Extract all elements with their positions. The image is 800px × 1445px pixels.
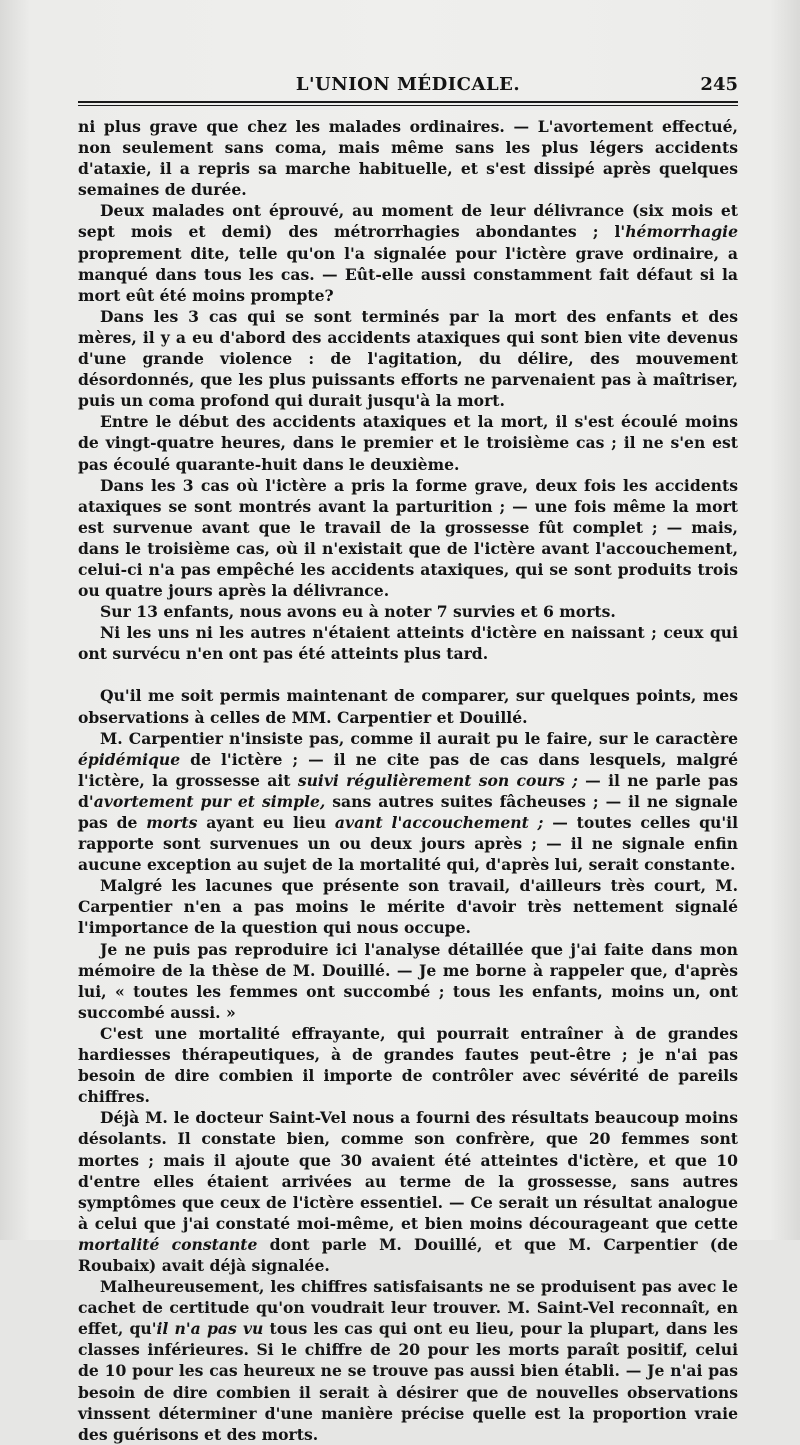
paragraph [78, 1276, 738, 1445]
paragraph-text: M. Carpentier n'insiste pas, comme il aurait pu le faire, sur le caractère [100, 728, 738, 748]
page-header [78, 74, 738, 100]
paragraph [78, 306, 738, 411]
paragraph [78, 200, 738, 305]
paragraph-text: Je ne puis pas reproduire ici l'analyse détaillée que j'ai faite dans mon mémoire de la thèse de M. Douillé. — Je me borne à rappeler que, d'après lui, « toutes les femmes ont succombé ; tous les enfants, moins un, ont succombé aussi. » [78, 939, 738, 1022]
paragraph-text: Deux malades ont éprouvé, au moment de leur délivrance (six mois et sept mois et demi) des métrorrhagies abondantes ; l' [78, 201, 738, 242]
italic-text: hémorrhagie [625, 222, 738, 242]
article-body [78, 116, 738, 1445]
paragraph-text: Dans les 3 cas où l'ictère a pris la forme grave, deux fois les accidents ataxiques se sont montrés avant la parturition ; — une fois même la mort est survenue avant que le travail de la grossesse fût complet ; — mais, dans le troisième cas, où il n'existait que de l'ictère avant l'accouchement, celui-ci n'a pas empêché les accidents ataxiques, qui se sont produits trois ou quatre jours après la délivrance. [78, 475, 738, 601]
paragraph-text: — toutes celles qu'il rapporte sont survenues un ou deux jours après ; — il ne signale enfin aucune exception au sujet de la mortalité qui, d'après lui, serait constante. [78, 813, 738, 875]
paragraph [78, 1107, 738, 1276]
paragraph [78, 475, 738, 602]
running-title: L'UNION MÉDICALE. [295, 74, 521, 95]
paragraph-text: Malgré les lacunes que présente son travail, d'ailleurs très court, M. Carpentier n'en a pas moins le mérite d'avoir très nettement signalé l'importance de la question qui nous occupe. [78, 876, 738, 938]
paragraph [78, 411, 738, 474]
header-rule [78, 101, 738, 103]
paragraph [78, 939, 738, 1023]
paragraph-text: dont parle M. Douillé, et que M. Carpentier (de Roubaix) avait déjà signalée. [78, 1234, 739, 1275]
paragraph-text: C'est une mortalité effrayante, qui pourrait entraîner à de grandes hardiesses thérapeutiques, à de grandes fautes peut-être ; je n'ai pas besoin de dire combien il importe de contrôler avec sévérité de pareils chiffres. [78, 1023, 738, 1107]
paragraph-text: Qu'il me soit permis maintenant de comparer, sur quelques points, mes observations à celles de MM. Carpentier et Douillé. [78, 686, 738, 727]
paragraph [78, 685, 738, 727]
paragraph-text: de l'ictère ; — il ne cite pas de cas dans lesquels, malgré l'ictère, la grossesse ait [78, 749, 738, 790]
paragraph-text: proprement dite, telle qu'on l'a signalée pour l'ictère grave ordinaire, a manqué dans tous les cas. — Eût-elle aussi constamment fait défaut si la mort eût été moins prompte? [78, 243, 738, 305]
italic-text: avant l'accouchement ; [334, 813, 544, 832]
header-rule-thin [78, 105, 738, 106]
paragraph [78, 1023, 738, 1107]
paragraph-text: ayant eu lieu [197, 813, 335, 832]
paragraph-text: ni plus grave que chez les malades ordinaires. — L'avortement effectué, non seulement sans coma, mais même sans les plus légers accidents d'ataxie, il a repris sa marche habituelle, et s'est dissipé après quelques semaines de durée. [78, 117, 738, 200]
paragraph-text: Déjà M. le docteur Saint-Vel nous a fourni des résultats beaucoup moins désolants. Il constate bien, comme son confrère, que 20 femmes sont mortes ; mais il ajoute que 30 avaient été atteintes d'ictère, et que 10 d'entre elles étaient arrivées au terme de la grossesse, sans autres symptômes que ceux de l'ictère essentiel. — Ce serait un résultat analogue à celui que j'ai constaté moi-même, et bien moins décourageant que cette [78, 1108, 738, 1233]
paragraph [78, 728, 738, 876]
paragraph [78, 116, 738, 200]
italic-text: morts [146, 813, 198, 832]
paragraph-text: Sur 13 enfants, nous avons eu à noter 7 survies et 6 morts. [100, 602, 616, 622]
paragraph [78, 622, 738, 664]
paragraph-text: Malheureusement, les chiffres satisfaisants ne se produisent pas avec le cachet de certitude qu'on voudrait leur trouver. M. Saint-Vel reconnaît, en effet, qu' [78, 1277, 738, 1339]
italic-text: il n'a pas vu [156, 1319, 264, 1339]
paragraph-text: sans autres suites fâcheuses ; — il ne signale pas de [78, 791, 738, 832]
italic-text: suivi régulièrement son cours ; [297, 770, 578, 790]
paragraph [78, 601, 738, 622]
page-number: 245 [700, 74, 738, 95]
italic-text: avortement pur et simple, [93, 791, 326, 811]
paragraph-text: Ni les uns ni les autres n'étaient atteints d'ictère en naissant ; ceux qui ont survécu n'en ont pas été atteints plus tard. [78, 623, 738, 664]
italic-text: épidémique [78, 749, 181, 769]
italic-text: mortalité constante [78, 1234, 258, 1254]
paragraph [78, 875, 738, 938]
paragraph-text: tous les cas qui ont eu lieu, pour la plupart, dans les classes inférieures. Si le chiffre de 20 pour les morts paraît positif, celui de 10 pour les cas heureux ne se trouve pas aussi bien établi. — Je n'ai pas besoin de dire combien il serait à désirer que de nouvelles observations vinssent déterminer d'une manière précise quelle est la proportion vraie des guérisons et des morts. [78, 1319, 738, 1444]
paragraph-text: — il ne parle pas d' [78, 770, 738, 811]
paragraph-text: Dans les 3 cas qui se sont terminés par la mort des enfants et des mères, il y a eu d'abord des accidents ataxiques qui sont bien vite devenus d'une grande violence : de l'agitation, du délire, des mouvement désordonnés, que les plus puissants efforts ne parvenaient pas à maîtriser, puis un coma profond qui durait jusqu'à la mort. [78, 306, 738, 411]
paragraph-text: Entre le début des accidents ataxiques et la mort, il s'est écoulé moins de vingt-quatre heures, dans le premier et le troisième cas ; il ne s'en est pas écoulé quarante-huit dans le deuxième. [78, 412, 738, 474]
